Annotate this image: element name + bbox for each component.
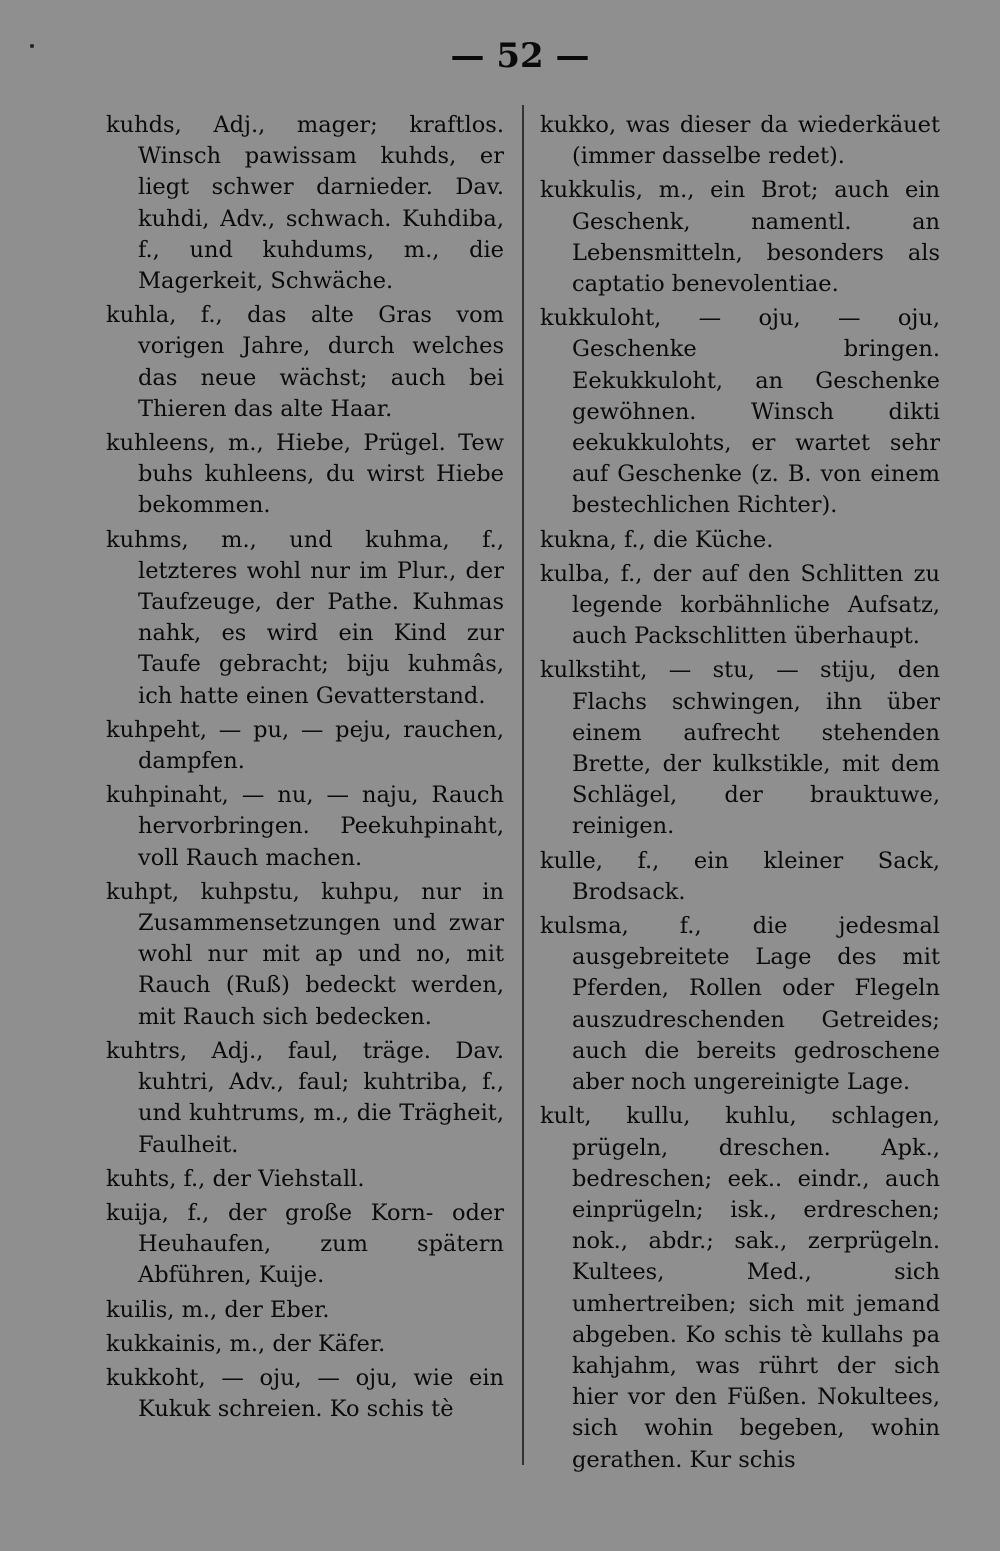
dictionary-entry: kuhpt, kuhpstu, kuhpu, nur in Zusammensetzungen und zwar wohl nur mit ap und no, mit Rauch (Ruß) bedeckt werden, mit Rauch sich bedecken. [106,878,504,1030]
left-column [106,110,504,1425]
page-number: — 52 — [450,36,590,76]
right-column [540,110,940,1476]
column-divider [522,105,524,1465]
dictionary-entry: kuhtrs, Adj., faul, träge. Dav. kuhtri, Adv., faul; kuhtriba, f., und kuhtrums, m., die Trägheit, Faulheit. [106,1037,504,1158]
dictionary-entry: kuhms, m., und kuhma, f., letzteres wohl nur im Plur., der Taufzeuge, der Pathe. Kuhmas nahk, es wird ein Kind zur Taufe gebracht; biju kuhmâs, ich hatte einen Gevatterstand. [106,526,504,709]
dictionary-entry: kuhla, f., das alte Gras vom vorigen Jahre, durch welches das neue wächst; auch bei Thieren das alte Haar. [106,302,504,422]
dictionary-entry: kulkstiht, — stu, — stiju, den Flachs schwingen, ihn über einem aufrecht stehenden Brette, der kulkstikle, mit dem Schlägel, der brauktuwe, reinigen. [540,657,940,840]
dictionary-entry: kuija, f., der große Korn- oder Heuhaufen, zum spätern Abführen, Kuije. [106,1199,504,1289]
dictionary-entry: kuhts, f., der Viehstall. [106,1165,365,1192]
dictionary-entry: kukkainis, m., der Käfer. [106,1330,386,1357]
dictionary-entry: kukkulis, m., ein Brot; auch ein Geschenk, namentl. an Lebensmitteln, besonders als captatio benevolentiae. [540,177,940,298]
dictionary-entry: kukkuloht, — oju, — oju, Geschenke bringen. Eekukkuloht, an Geschenke gewöhnen. Winsch dikti eekukkulohts, er wartet sehr auf Geschenke (z. B. von einem bestechlichen Richter). [540,305,940,519]
dictionary-entry: kulba, f., der auf den Schlitten zu legende korbähnliche Aufsatz, auch Packschlitten überhaupt. [540,560,940,650]
dictionary-entry: kulle, f., ein kleiner Sack, Brodsack. [540,847,940,905]
dictionary-entry: kuhds, Adj., mager; kraftlos. Winsch pawissam kuhds, er liegt schwer darnieder. Dav. kuhdi, Adv., schwach. Kuhdiba, f., und kuhdums, m., die Magerkeit, Schwäche. [106,112,504,295]
dictionary-entry: kuilis, m., der Eber. [106,1296,330,1323]
dictionary-entry: kukko, was dieser da wiederkäuet (immer dasselbe redet). [540,112,940,170]
dictionary-entry: kuhpeht, — pu, — peju, rauchen, dampfen. [106,716,504,775]
dictionary-entry: kult, kullu, kuhlu, schlagen, prügeln, dreschen. Apk., bedreschen; eek.. eindr., auch einprügeln; isk., erdreschen; nok., abdr.; sak., zerprügeln. Kultees, Med., sich umhertreiben; sich mit jemand abgeben. Ko schis tè kullahs pa kahjahm, was rührt der sich hier vor den Füßen. Nokultees, sich wohin begeben, wohin gerathen. Kur schis [540,1103,940,1473]
dictionary-entry: kukkoht, — oju, — oju, wie ein Kukuk schreien. Ko schis tè [106,1364,504,1423]
dictionary-entry: kuhleens, m., Hiebe, Prügel. Tew buhs kuhleens, du wirst Hiebe bekommen. [106,430,504,519]
dictionary-entry: kuhpinaht, — nu, — naju, Rauch hervorbringen. Peekuhpinaht, voll Rauch machen. [106,782,504,871]
dictionary-entry: kulsma, f., die jedesmal ausgebreitete Lage des mit Pferden, Rollen oder Flegeln auszudreschenden Getreides; auch die bereits gedroschene aber noch ungereinigte Lage. [540,913,940,1096]
dictionary-entry: kukna, f., die Küche. [540,526,774,553]
